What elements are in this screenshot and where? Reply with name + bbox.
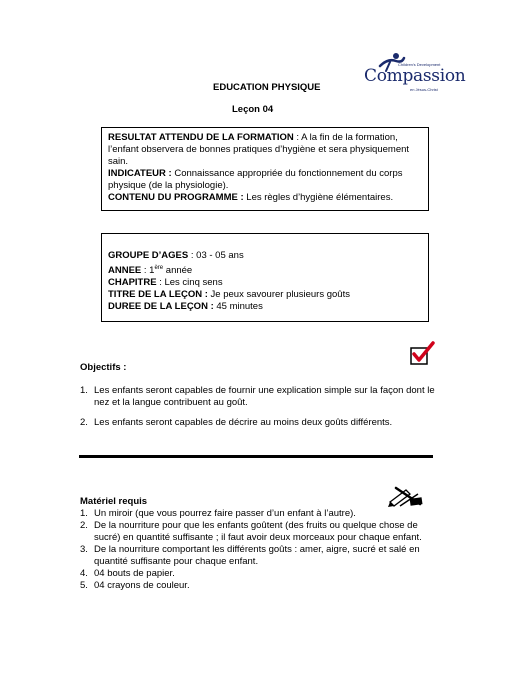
resultat-text: : A la fin de la formation, l’enfant observera de bonnes pratiques d’hygiène et sera physiquement sain. bbox=[108, 132, 410, 167]
objectif-num: 2. bbox=[80, 417, 88, 428]
pencil-tools-icon bbox=[386, 484, 426, 508]
objectif-text: Les enfants seront capables de décrire au moins deux goûts différents. bbox=[94, 417, 393, 428]
titre-text: Je peux savourer plusieurs goûts bbox=[207, 289, 350, 301]
logo-tagline-bottom: en Jésus-Christ bbox=[410, 87, 438, 92]
chapitre-line bbox=[108, 277, 422, 289]
materiel-list bbox=[80, 508, 440, 592]
indicateur-label: INDICATEUR : bbox=[108, 168, 172, 179]
duree-line bbox=[108, 301, 422, 313]
resultat-line bbox=[108, 132, 422, 168]
groupe-line bbox=[108, 250, 422, 262]
lesson-number: Leçon 04 bbox=[232, 104, 274, 115]
materiel-num: 5. bbox=[80, 580, 88, 591]
materiel-text: De la nourriture comportant les différents goûts : amer, aigre, sucré et salé en quantité suffisante pour chaque enfant. bbox=[94, 544, 420, 567]
logo-wordmark: Compassion bbox=[364, 66, 466, 86]
indicateur-text: Connaissance appropriée du fonctionnement du corps physique (de la physiologie). bbox=[108, 168, 403, 191]
resultat-label: RESULTAT ATTENDU DE LA FORMATION bbox=[108, 132, 294, 143]
annee-text: : 1 bbox=[141, 265, 155, 277]
contenu-label: CONTENU DU PROGRAMME : bbox=[108, 192, 244, 203]
materiel-text: Un miroir (que vous pourrez faire passer d’un enfant à l’autre). bbox=[94, 508, 356, 519]
section-divider bbox=[79, 455, 433, 458]
annee-line bbox=[108, 262, 422, 277]
formation-box bbox=[101, 127, 429, 211]
materiel-item bbox=[80, 508, 440, 520]
materiel-item bbox=[80, 568, 440, 580]
objectif-item bbox=[80, 417, 440, 429]
materiel-item bbox=[80, 544, 440, 568]
checkbox-check-icon bbox=[408, 340, 436, 368]
objectif-item bbox=[80, 385, 440, 409]
titre-line bbox=[108, 289, 422, 301]
compassion-logo bbox=[362, 52, 466, 94]
objectifs-list bbox=[80, 385, 440, 429]
materiel-item bbox=[80, 580, 440, 592]
objectif-num: 1. bbox=[80, 385, 88, 396]
annee-label: ANNEE bbox=[108, 265, 142, 277]
lesson-info-box bbox=[101, 233, 429, 322]
groupe-label: GROUPE D’AGES bbox=[108, 250, 189, 261]
indicateur-line bbox=[108, 168, 422, 192]
logo-tagline-top: Children's Development bbox=[398, 62, 441, 67]
materiel-text: 04 bouts de papier. bbox=[94, 568, 175, 579]
contenu-text: Les règles d’hygiène élémentaires. bbox=[243, 192, 394, 203]
groupe-text: : 03 - 05 ans bbox=[188, 250, 244, 261]
materiel-num: 2. bbox=[80, 520, 88, 531]
materiel-item bbox=[80, 520, 440, 544]
materiel-text: 04 crayons de couleur. bbox=[94, 580, 190, 591]
annee-suffix: année bbox=[163, 265, 193, 277]
chapitre-text: : Les cinq sens bbox=[156, 277, 223, 289]
materiel-num: 1. bbox=[80, 508, 88, 519]
materiel-num: 4. bbox=[80, 568, 88, 579]
subject-title: EDUCATION PHYSIQUE bbox=[213, 82, 321, 93]
materiel-title: Matériel requis bbox=[80, 496, 148, 507]
objectif-text: Les enfants seront capables de fournir une explication simple sur la façon dont le nez et la langue contribuent au goût. bbox=[94, 385, 435, 408]
duree-text: 45 minutes bbox=[213, 301, 263, 313]
chapitre-label: CHAPITRE bbox=[108, 277, 157, 289]
objectifs-title: Objectifs : bbox=[80, 362, 127, 373]
annee-sup: ère bbox=[154, 265, 164, 271]
materiel-num: 3. bbox=[80, 544, 88, 555]
duree-label: DUREE DE LA LEÇON : bbox=[108, 301, 214, 313]
titre-label: TITRE DE LA LEÇON : bbox=[108, 289, 208, 301]
contenu-line bbox=[108, 192, 422, 204]
materiel-text: De la nourriture pour que les enfants goûtent (des fruits ou quelque chose de sucré) en quantité suffisante ; il faut avoir deux morceaux pour chaque enfant. bbox=[94, 520, 422, 543]
